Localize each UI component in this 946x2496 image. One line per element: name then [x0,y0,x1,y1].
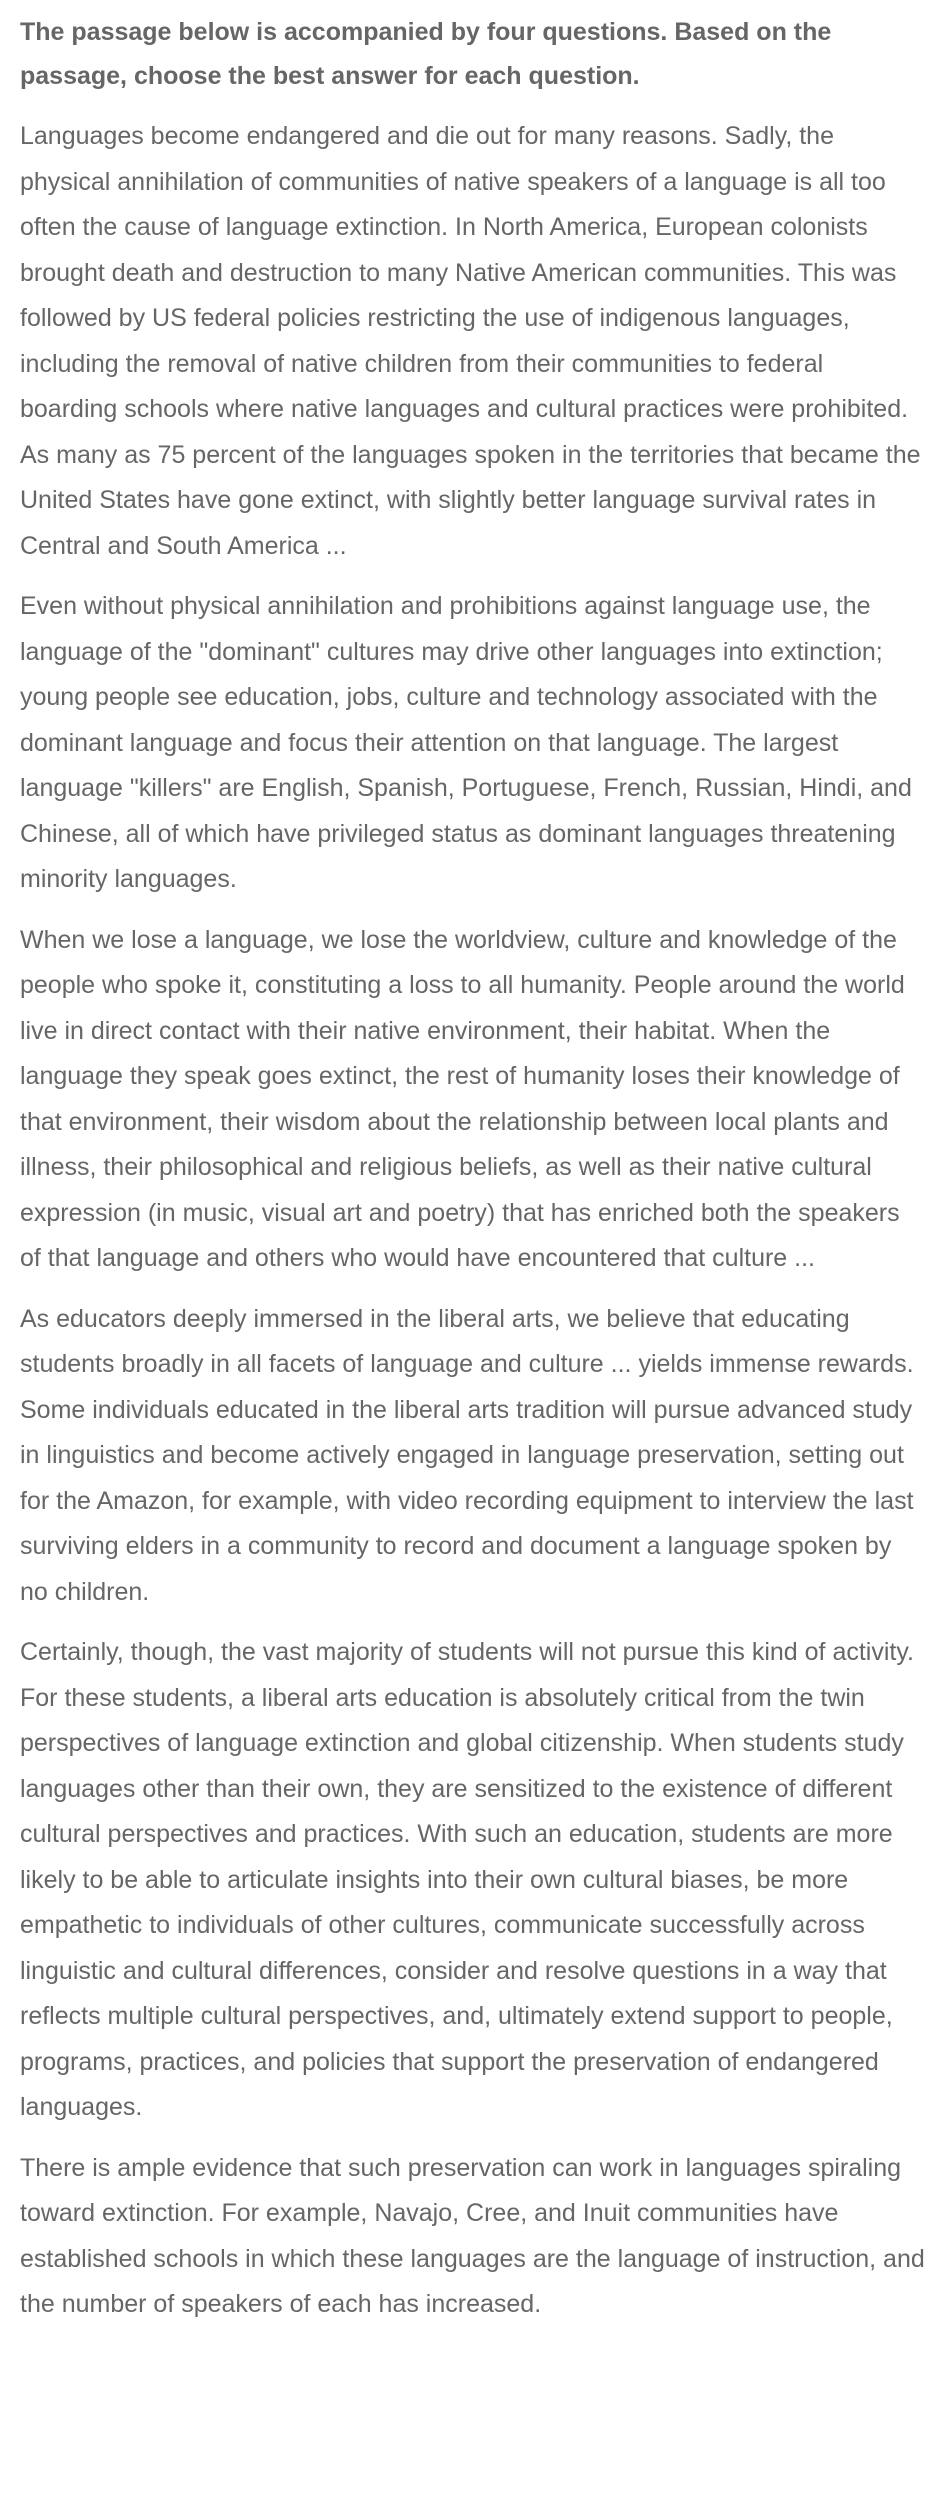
instructions-text: The passage below is accompanied by four questions. Based on the passage, choose the best answer for each question. [20,18,832,90]
passage-paragraph-2: Even without physical annihilation and prohibitions against language use, the language of the "dominant" cultures may drive other languages into extinction; young people see education, jobs, culture and technology associated with the dominant language and focus their attention on that language. The largest language "killers" are English, Spanish, Portuguese, French, Russian, Hindi, and Chinese, all of which have privileged status as dominant languages threatening minority languages. [20,592,912,893]
passage-paragraph-5: Certainly, though, the vast majority of students will not pursue this kind of activity. For these students, a liberal arts education is absolutely critical from the twin perspectives of language extinction and global citizenship. When students study languages other than their own, they are sensitized to the existence of different cultural perspectives and practices. With such an education, students are more likely to be able to articulate insights into their own cultural biases, be more empathetic to individuals of other cultures, communicate successfully across linguistic and cultural differences, consider and resolve questions in a way that reflects multiple cultural perspectives, and, ultimately extend support to people, programs, practices, and policies that support the preservation of endangered languages. [20,1638,914,2121]
passage-paragraph-1: Languages become endangered and die out for many reasons. Sadly, the physical annihilation of communities of native speakers of a language is all too often the cause of language extinction. In North America, European colonists brought death and destruction to many Native American communities. This was followed by US federal policies restricting the use of indigenous languages, including the removal of native children from their communities to federal boarding schools where native languages and cultural practices were prohibited. As many as 75 percent of the languages spoken in the territories that became the United States have gone extinct, with slightly better language survival rates in Central and South America ... [20,122,921,560]
passage-paragraph-3: When we lose a language, we lose the worldview, culture and knowledge of the people who spoke it, constituting a loss to all humanity. People around the world live in direct contact with their native environment, their habitat. When the language they speak goes extinct, the rest of humanity loses their knowledge of that environment, their wisdom about the relationship between local plants and illness, their philosophical and religious beliefs, as well as their native cultural expression (in music, visual art and poetry) that has enriched both the speakers of that language and others who would have encountered that culture ... [20,925,905,1272]
passage-paragraph-4: As educators deeply immersed in the liberal arts, we believe that educating students broadly in all facets of language and culture ... yields immense rewards. Some individuals educated in the liberal arts tradition will pursue advanced study in linguistics and become actively engaged in language preservation, setting out for the Amazon, for example, with video recording equipment to interview the last surviving elders in a community to record and document a language spoken by no children. [20,1304,914,1606]
passage-paragraph-6: There is ample evidence that such preservation can work in languages spiraling toward extinction. For example, Navajo, Cree, and Inuit communities have established schools in which these languages are the language of instruction, and the number of speakers of each has increased. [20,2153,925,2318]
